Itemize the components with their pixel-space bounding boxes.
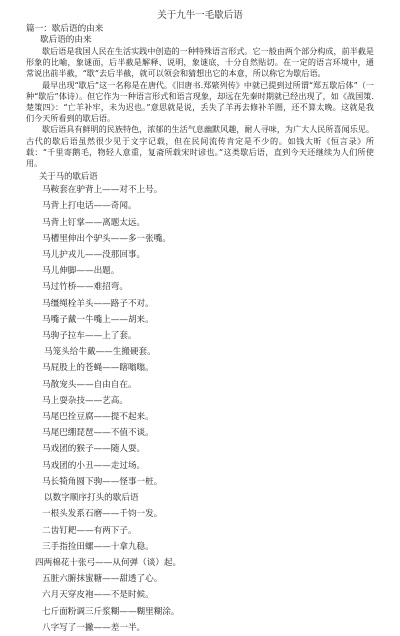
list-item: 马儿护戎儿——没那回事。 bbox=[42, 250, 146, 261]
list-item: 马长犄角圆下驹——怪事一桩。 bbox=[42, 476, 163, 487]
idiom-list bbox=[26, 182, 374, 636]
list-item: 一根头发系石磨——千钧一发。 bbox=[42, 509, 163, 520]
list-item: 马尾巴绷琵琶——不值不谈。 bbox=[42, 428, 154, 439]
list-item: 马背上打电话——奇闻。 bbox=[42, 201, 137, 212]
list-item: 四两棉花十张弓——从何弹（谈）起。 bbox=[35, 557, 182, 568]
list-item: 马鞍套在驴背上——对不上号。 bbox=[42, 185, 163, 196]
list-subheading: 以数字顺序打头的歇后语 bbox=[44, 493, 139, 504]
section-heading: 歇后语的由来 bbox=[40, 35, 92, 45]
list-item: 五脏六腑抹蜜糖——甜透了心。 bbox=[42, 574, 163, 585]
list-item: 八字写了一撇——差一半。 bbox=[42, 622, 146, 633]
list-item: 马槽里伸出个驴头——多一张嘴。 bbox=[42, 233, 171, 244]
body-paragraph: 歇后语是我国人民在生活实践中创造的一种特殊语言形式。它一般由两个部分构成，前半截是形象的比喻，象谜面，后半截是解释、说明，象谜底，十分自然贴切。在一定的语言环境中，通常说出前半截，“歇”去后半截，就可以领会和猜想出它的本意，所以称它为歇后语。 bbox=[26, 46, 374, 79]
list-item: 马驹子拉车——上了套。 bbox=[42, 331, 137, 342]
list-item: 马上耍杂技——艺高。 bbox=[42, 395, 128, 406]
body-paragraph: 最早出现“歇后”这一名称是在唐代。《旧唐书.郑綮列传》中就已提到过所谓“郑五歇后体”（一种“歇后”体诗）。但它作为一种语言形式和语言现象，却远在先秦时期就已经出现了，如《战国策.楚策四》：“亡羊补牢，未为迟也。”意思就是说，丢失了羊再去修补羊圈，还不算太晚。这就是我们今天所看到的歇后语。 bbox=[26, 79, 374, 124]
list-item: 马尾巴拴豆腐——提不起来。 bbox=[42, 412, 154, 423]
document-title: 关于九牛一毛歇后语 bbox=[157, 10, 243, 21]
list-heading: 关于马的歇后语 bbox=[39, 171, 98, 182]
list-item: 马戏团的猴子——随人耍。 bbox=[42, 444, 146, 455]
list-item: 马过竹桥——难招弯。 bbox=[42, 282, 128, 293]
list-item: 三手指捡田螺——十拿九稳。 bbox=[42, 541, 154, 552]
list-item: 二齿钉耙——有两下子。 bbox=[42, 525, 137, 536]
list-item: 马戏团的小丑——走过场。 bbox=[42, 460, 146, 471]
list-item: 马儿伸脚——出题。 bbox=[42, 266, 120, 277]
list-item: 六月天穿皮袍——不是时候。 bbox=[42, 590, 154, 601]
list-item: 马背上钉掌——离题太远。 bbox=[42, 217, 146, 228]
list-item: 七斤面粉调三斤浆糊——糊里糊涂。 bbox=[42, 606, 180, 617]
list-item: 马缰绳栓羊头——路子不对。 bbox=[42, 298, 154, 309]
list-item: 马屁股上的苍蝇——瞎嗡嗡。 bbox=[42, 363, 154, 374]
body-paragraph: 歇后语具有鲜明的民族特色，浓郁的生活气息幽默风趣，耐人寻味，为广大人民所喜闻乐见。古代的歇后语虽然很少见于文字记载，但在民间流传肯定是不少的。如钱大昕《恒言录》所载：“千里寄鹅毛，物轻人意重，复斋所载宋时谚也。”这类歇后语，直到今天还继续为人们所使用。 bbox=[26, 124, 374, 169]
list-item: 马笼头给牛戴——生搬硬套。 bbox=[44, 347, 156, 358]
chapter-heading: 篇一：歇后语的由来 bbox=[26, 24, 104, 34]
list-item: 马嘴子戴一牛嘴上——胡来。 bbox=[42, 314, 154, 325]
list-item: 马散宠头——自由自在。 bbox=[42, 379, 137, 390]
